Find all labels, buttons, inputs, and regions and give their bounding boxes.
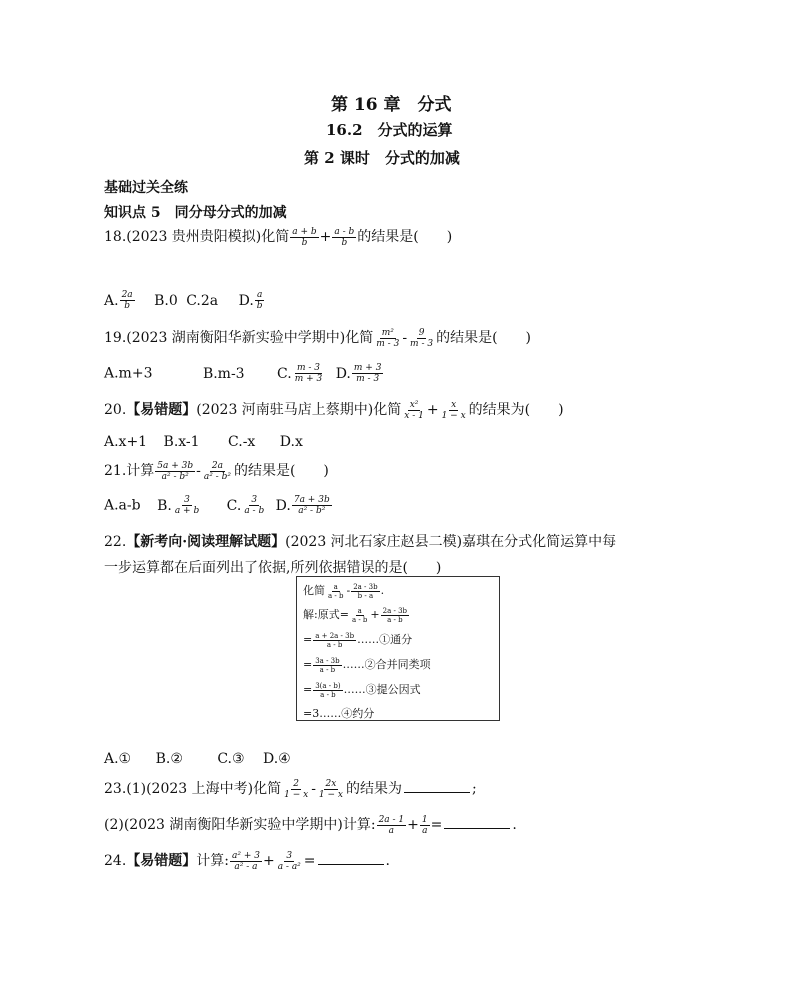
q21-options — [104, 495, 333, 516]
q18-option-d[interactable]: D. $\frac{a}{b}$ — [238, 290, 263, 311]
q23-answer-blank-1[interactable] — [404, 780, 470, 793]
q22-option-d[interactable]: D.④ — [263, 751, 291, 767]
q18-fraction-2: $\frac{a - b}{b}$ — [334, 226, 355, 248]
category-heading: 基础过关全练 — [104, 180, 188, 196]
q18-options — [104, 290, 266, 311]
q21-option-b[interactable]: B. $\frac{3}{a + b}$ — [157, 495, 200, 516]
q24-tag: 【易错题】 — [126, 853, 197, 869]
question-21: 21.计算 $\frac{5a + 3b}{\text{a² - b²}}$ - $\frac{2a}{\text{a² - b²}}$ 的结果是( ) — [104, 460, 329, 482]
q22-options — [104, 751, 291, 767]
lesson-title: 第 2 课时 分式的加减 — [304, 149, 460, 167]
q22-solution-box — [296, 576, 500, 721]
q19-option-c[interactable]: C. $\frac{m - 3}{m + 3}$ — [277, 363, 323, 384]
box-line-3: = $\frac{a + 2a - 3b}{a - b}$ ……①通分 — [303, 631, 413, 649]
q21-fraction-2: $\frac{2a}{\text{a² - b²}}$ — [203, 460, 231, 482]
q18-fraction-1: $\frac{a + b}{b}$ — [292, 226, 317, 248]
q18-option-a[interactable]: A. $\frac{2a}{b}$ — [104, 290, 133, 311]
q18-option-b[interactable]: B.0 — [154, 292, 178, 309]
box-line-2: 解:原式= $\frac{a}{a - b}$ + $\frac{2a - 3b}{a - b}$ — [303, 606, 408, 624]
q19-fraction-1: $\frac{\text{m²}}{m - 3}$ — [376, 327, 400, 349]
box-line-6: =3……④约分 — [303, 707, 375, 720]
q22-option-b[interactable]: B.② — [155, 751, 183, 767]
q19-fraction-2: $\frac{9}{m - 3}$ — [410, 327, 434, 349]
q19-options — [104, 363, 384, 384]
box-line-1: 化简 $\frac{a}{a - b}$ - $\frac{2a - 3b}{b - a}$ . — [303, 582, 385, 600]
q22-option-c[interactable]: C.③ — [217, 751, 245, 767]
q20-option-d[interactable]: D.x — [279, 434, 303, 450]
question-23-part-1: 23.(1)(2023 上海中考)化简 $\frac{2}{1 - x}$ - $\frac{2x}{1 - x}$ 的结果为 ; — [104, 778, 477, 800]
knowledge-point-heading: 知识点 5 同分母分式的加减 — [104, 205, 287, 221]
box-line-4: = $\frac{3a - 3b}{a - b}$ ……②合并同类项 — [303, 656, 431, 674]
q20-fraction-1: $\frac{\text{x²}}{x - 1}$ — [404, 399, 424, 421]
question-19: 19.(2023 湖南衡阳华新实验中学期中)化简 $\frac{\text{m²}}{m - 3}$ - $\frac{9}{m - 3}$ 的结果是( ) — [104, 327, 532, 349]
q19-option-d[interactable]: D. $\frac{m + 3}{m - 3}$ — [335, 363, 382, 384]
section-title: 16.2 分式的运算 — [326, 121, 453, 139]
box-line-5: = $\frac{3(a - b)}{a - b}$ ……③提公因式 — [303, 681, 421, 699]
q21-option-d[interactable]: D. $\frac{7a + 3b}{\text{a² - b²}}$ — [275, 495, 330, 516]
chapter-title: 第 16 章 分式 — [331, 95, 452, 115]
q20-fraction-2: $\frac{x}{1 - x}$ — [441, 399, 466, 421]
q20-option-a[interactable]: A.x+1 — [104, 434, 148, 450]
q22-option-a[interactable]: A.① — [104, 751, 132, 767]
question-24: 24.【易错题】计算: $\frac{\text{a² + 3}}{\text{a² - a}}$ + $\frac{3}{\text{a - a²}}$ = . — [104, 850, 390, 872]
q21-fraction-1: $\frac{5a + 3b}{\text{a² - b²}}$ — [157, 460, 194, 482]
q23-answer-blank-2[interactable] — [444, 816, 510, 829]
q22-line-2: 一步运算都在后面列出了依据,所列依据错误的是( ) — [104, 560, 442, 576]
question-18: 18.(2023 贵州贵阳模拟)化简 $\frac{a + b}{b}$ + $\frac{a - b}{b}$ 的结果是( ) — [104, 226, 453, 248]
q20-option-c[interactable]: C.-x — [228, 434, 256, 450]
q21-option-a[interactable]: A.a-b — [104, 497, 141, 514]
q20-options — [104, 434, 303, 450]
q19-option-b[interactable]: B.m-3 — [202, 365, 245, 382]
q22-tag: 【新考向·阅读理解试题】 — [126, 534, 286, 550]
q19-stem: 19.(2023 湖南衡阳华新实验中学期中)化简 — [104, 330, 374, 346]
q24-answer-blank[interactable] — [318, 852, 384, 865]
q20-tag: 【易错题】 — [126, 402, 197, 418]
q19-option-a[interactable]: A.m+3 — [104, 365, 153, 382]
q21-option-c[interactable]: C. $\frac{3}{a - b}$ — [226, 495, 265, 516]
question-20: 20.【易错题】(2023 河南驻马店上蔡期中)化简 $\frac{\text{x²}}{x - 1}$ + $\frac{x}{1 - x}$ 的结果为( ) — [104, 399, 564, 421]
q18-option-c[interactable]: C.2a — [186, 292, 219, 309]
q20-option-b[interactable]: B.x-1 — [163, 434, 200, 450]
q18-stem: 18.(2023 贵州贵阳模拟)化简 — [104, 229, 290, 245]
question-23-part-2: (2)(2023 湖南衡阳华新实验中学期中)计算: $\frac{2a - 1}{a}$ + $\frac{1}{a}$ = . — [104, 814, 517, 836]
question-22: 22.【新考向·阅读理解试题】(2023 河北石家庄赵县二模)嘉琪在分式化简运算中每 — [104, 534, 617, 550]
